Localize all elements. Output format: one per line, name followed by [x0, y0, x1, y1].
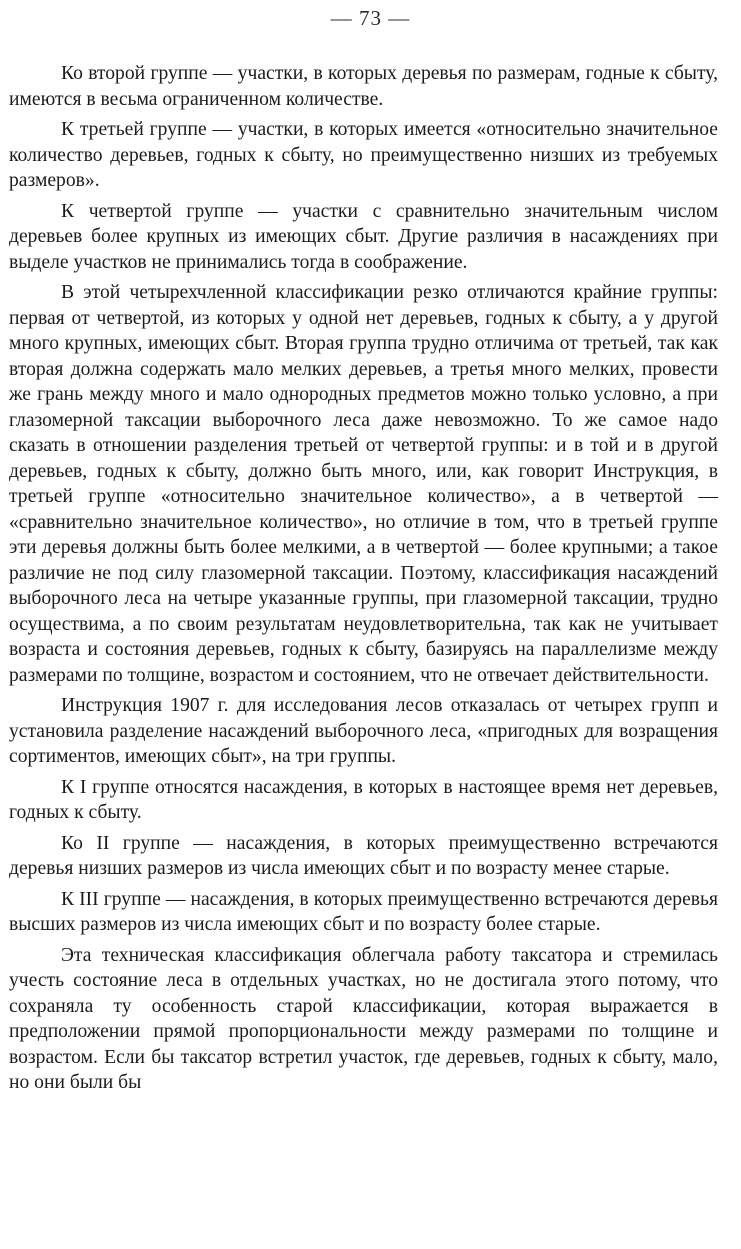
paragraph-classification-critique: В этой четырехчленной классификации резко отличаются крайние группы: первая от четвертой, из которых у одной нет деревьев, годных к сбыту, а у другой много крупных, имеющих сбыт. Вторая группа трудно отличима от третьей, так как вторая должна содержать мало мелких деревьев, а третья много мелких, провести же грань между много и мало однородных предметов можно только условно, а при глазомерной таксации выборочного леса даже невозможно. То же самое надо сказать в отношении разделения третьей от четвертой группы: и в той и в другой деревьев, годных к сбыту, должно быть много, или, как говорит Инструкция, в третьей группе «относительно значительное количество», а в четвертой — «сравнительно значительное количество», но отличие в том, что в третьей группе эти деревья должны быть более мелкими, а в четвертой — более крупными; а такое различие не под силу глазомерной таксации. Поэтому, классификация насаждений выборочного леса на четыре указанные группы, при глазомерной таксации, трудно осуществима, а по своим результатам неудовлетворительна, так как не учитывает возраста и состояния деревьев, годных к сбыту, базируясь на параллелизме между размерами по толщине, возрастом и состоянием, что не отвечает действительности.	[9, 282, 718, 686]
page-body	[9, 61, 718, 1096]
paragraph-group-i: К I группе относятся насаждения, в которых в настоящее время нет деревьев, годных к сбыту.	[9, 776, 718, 823]
paragraph-instruction-1907: Инструкция 1907 г. для исследования лесов отказалась от четырех групп и установила разделение насаждений выборочного леса, «пригодных для возращения сортиментов, имеющих сбыт», на три группы.	[9, 695, 718, 767]
paragraph-group-iii: К III группе — насаждения, в которых преимущественно встречаются деревья высших размеров из числа имеющих сбыт и по возрасту более старые.	[9, 888, 718, 935]
paragraph-technical-classification: Эта техническая классификация облегчала работу таксатора и стремилась учесть состояние леса в отдельных участках, но не достигала этого потому, что сохраняла ту особенность старой классификации, которая выражается в предположении прямой пропорциональности между размерами по толщине и возрастом. Если бы таксатор встретил участок, где деревьев, годных к сбыту, мало, но они были бы	[9, 944, 718, 1093]
paragraph-group-ii: Ко II группе — насаждения, в которых преимущественно встречаются деревья низших размеров из числа имеющих сбыт и по возрасту менее старые.	[9, 832, 718, 879]
paragraph-fourth-group: К четвертой группе — участки с сравнительно значительным числом деревьев более крупных из имеющих сбыт. Другие различия в насаждениях при выделе участков не принимались тогда в соображение.	[9, 200, 718, 273]
paragraph-third-group: К третьей группе — участки, в которых имеется «относительно значительное количество деревьев, годных к сбыту, но преимущественно низших из требуемых размеров».	[9, 119, 718, 191]
page-number: — 73 —	[330, 6, 411, 30]
paragraph-second-group: Ко второй группе — участки, в которых деревья по размерам, годные к сбыту, имеются в весьма ограниченном количестве.	[9, 63, 718, 110]
